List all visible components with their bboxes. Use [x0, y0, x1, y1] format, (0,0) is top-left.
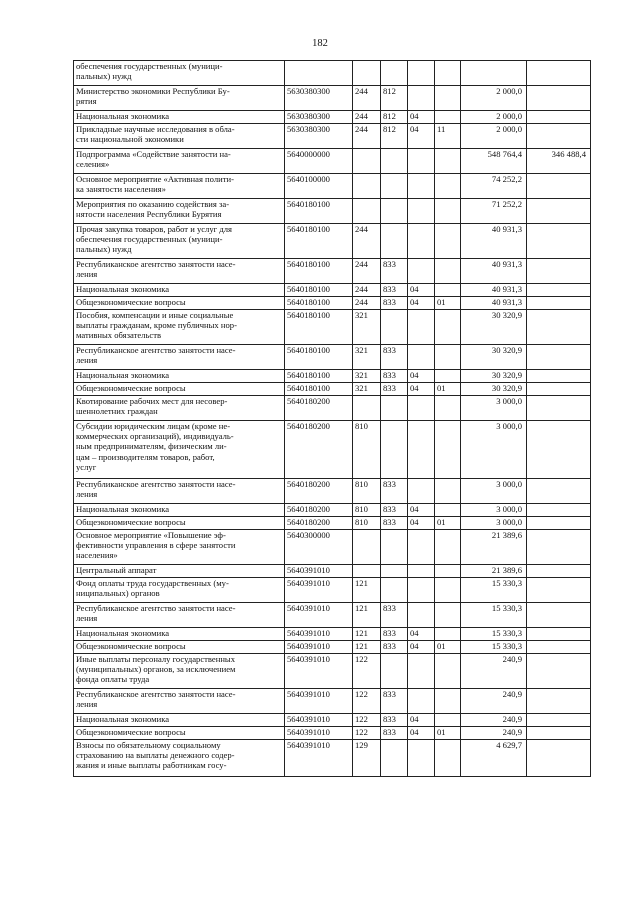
row-name-cell: Прикладные научные исследования в обла- сти национальной экономики [74, 124, 285, 149]
row-amount-cell: 15 330,3 [461, 641, 527, 654]
row-administrator-cell [381, 310, 408, 345]
row-expense-type-cell: 321 [353, 370, 381, 383]
row-subsection-cell [435, 714, 461, 727]
row-name-cell: Общеэкономические вопросы [74, 517, 285, 530]
row-amount-federal-cell [527, 345, 591, 370]
table-row [74, 310, 591, 345]
row-amount-federal-cell [527, 86, 591, 111]
row-administrator-cell: 833 [381, 603, 408, 628]
budget-table [73, 60, 591, 777]
row-section-cell: 04 [408, 284, 435, 297]
row-amount-federal-cell [527, 224, 591, 259]
row-amount-cell: 40 931,3 [461, 284, 527, 297]
row-target-article-cell: 5640180100 [285, 345, 353, 370]
row-name-cell: Республиканское агентство занятости насе- ления [74, 479, 285, 504]
row-target-article-cell: 5640180100 [285, 199, 353, 224]
row-section-cell: 04 [408, 370, 435, 383]
row-name-cell: Иные выплаты персоналу государственных (муниципальных) органов, за исключением фонда оплаты труда [74, 654, 285, 689]
row-target-article-cell: 5640180100 [285, 370, 353, 383]
row-expense-type-cell: 810 [353, 517, 381, 530]
row-expense-type-cell [353, 199, 381, 224]
row-administrator-cell [381, 396, 408, 421]
row-target-article-cell: 5640391010 [285, 740, 353, 777]
row-administrator-cell [381, 224, 408, 259]
row-amount-federal-cell [527, 383, 591, 396]
row-subsection-cell [435, 578, 461, 603]
row-amount-federal-cell [527, 727, 591, 740]
row-name-cell: Прочая закупка товаров, работ и услуг для обеспечения государственных (муници- пальных) нужд [74, 224, 285, 259]
row-name-cell: Взносы по обязательному социальному страхованию на выплаты денежного содер- жания и иные выплаты работникам госу- [74, 740, 285, 777]
row-section-cell [408, 654, 435, 689]
table-row [74, 517, 591, 530]
row-section-cell: 04 [408, 641, 435, 654]
row-target-article-cell: 5640180100 [285, 383, 353, 396]
row-amount-federal-cell [527, 628, 591, 641]
table-row [74, 578, 591, 603]
row-amount-federal-cell [527, 504, 591, 517]
row-section-cell: 04 [408, 383, 435, 396]
row-target-article-cell: 5640391010 [285, 727, 353, 740]
row-subsection-cell [435, 149, 461, 174]
row-name-cell: Национальная экономика [74, 504, 285, 517]
row-target-article-cell: 5640180200 [285, 517, 353, 530]
row-amount-federal-cell [527, 370, 591, 383]
row-expense-type-cell: 244 [353, 297, 381, 310]
row-subsection-cell [435, 628, 461, 641]
row-amount-federal-cell [527, 259, 591, 284]
row-subsection-cell [435, 199, 461, 224]
row-expense-type-cell: 321 [353, 310, 381, 345]
row-administrator-cell: 812 [381, 86, 408, 111]
row-amount-cell: 3 000,0 [461, 396, 527, 421]
row-amount-cell: 71 252,2 [461, 199, 527, 224]
row-expense-type-cell: 244 [353, 284, 381, 297]
row-administrator-cell: 833 [381, 641, 408, 654]
row-administrator-cell: 812 [381, 124, 408, 149]
row-amount-cell: 40 931,3 [461, 224, 527, 259]
row-name-cell: Пособия, компенсации и иные социальные выплаты гражданам, кроме публичных нор- мативных обязательств [74, 310, 285, 345]
row-name-cell: Центральный аппарат [74, 565, 285, 578]
table-row [74, 345, 591, 370]
row-target-article-cell: 5640391010 [285, 654, 353, 689]
row-subsection-cell [435, 396, 461, 421]
row-target-article-cell: 5630380300 [285, 86, 353, 111]
row-amount-cell: 40 931,3 [461, 259, 527, 284]
table-row [74, 383, 591, 396]
table-row [74, 111, 591, 124]
row-section-cell [408, 149, 435, 174]
row-administrator-cell: 833 [381, 383, 408, 396]
row-administrator-cell [381, 578, 408, 603]
row-subsection-cell: 01 [435, 641, 461, 654]
row-amount-cell: 30 320,9 [461, 370, 527, 383]
row-target-article-cell: 5640391010 [285, 565, 353, 578]
row-amount-cell: 74 252,2 [461, 174, 527, 199]
row-expense-type-cell: 122 [353, 727, 381, 740]
row-amount-cell: 40 931,3 [461, 297, 527, 310]
row-name-cell: Квотирование рабочих мест для несовер- шеннолетних граждан [74, 396, 285, 421]
row-subsection-cell [435, 504, 461, 517]
row-amount-federal-cell [527, 284, 591, 297]
row-target-article-cell: 5640180100 [285, 259, 353, 284]
row-target-article-cell: 5640180200 [285, 396, 353, 421]
row-target-article-cell: 5640180100 [285, 310, 353, 345]
row-target-article-cell: 5640391010 [285, 578, 353, 603]
row-amount-federal-cell [527, 641, 591, 654]
row-section-cell: 04 [408, 124, 435, 149]
row-expense-type-cell: 244 [353, 111, 381, 124]
row-amount-cell: 30 320,9 [461, 383, 527, 396]
row-subsection-cell: 01 [435, 383, 461, 396]
row-amount-federal-cell [527, 396, 591, 421]
row-amount-cell: 2 000,0 [461, 124, 527, 149]
budget-table-body [74, 61, 591, 777]
row-section-cell: 04 [408, 628, 435, 641]
table-row [74, 124, 591, 149]
row-target-article-cell [285, 61, 353, 86]
table-row [74, 284, 591, 297]
row-name-cell: Основное мероприятие «Активная полити- ка занятости населения» [74, 174, 285, 199]
row-amount-cell: 3 000,0 [461, 479, 527, 504]
table-row [74, 61, 591, 86]
row-target-article-cell: 5640180100 [285, 284, 353, 297]
row-administrator-cell [381, 565, 408, 578]
row-subsection-cell [435, 310, 461, 345]
row-amount-cell: 3 000,0 [461, 517, 527, 530]
row-target-article-cell: 5640391010 [285, 689, 353, 714]
row-name-cell: Республиканское агентство занятости насе- ления [74, 345, 285, 370]
row-target-article-cell: 5630380300 [285, 111, 353, 124]
row-section-cell [408, 565, 435, 578]
table-row [74, 396, 591, 421]
row-target-article-cell: 5640100000 [285, 174, 353, 199]
row-amount-federal-cell [527, 517, 591, 530]
row-subsection-cell [435, 479, 461, 504]
row-expense-type-cell [353, 565, 381, 578]
row-amount-federal-cell [527, 310, 591, 345]
row-subsection-cell: 01 [435, 297, 461, 310]
row-expense-type-cell: 121 [353, 641, 381, 654]
row-administrator-cell: 833 [381, 284, 408, 297]
row-subsection-cell [435, 654, 461, 689]
row-amount-cell: 548 764,4 [461, 149, 527, 174]
row-expense-type-cell: 122 [353, 689, 381, 714]
row-amount-federal-cell [527, 174, 591, 199]
row-administrator-cell [381, 61, 408, 86]
row-target-article-cell: 5640391010 [285, 603, 353, 628]
row-section-cell [408, 689, 435, 714]
row-subsection-cell [435, 740, 461, 777]
row-section-cell: 04 [408, 111, 435, 124]
row-section-cell [408, 345, 435, 370]
row-target-article-cell: 5640180100 [285, 224, 353, 259]
row-name-cell: Республиканское агентство занятости насе- ления [74, 259, 285, 284]
row-amount-federal-cell [527, 111, 591, 124]
row-administrator-cell: 833 [381, 297, 408, 310]
row-amount-federal-cell [527, 530, 591, 565]
row-section-cell [408, 86, 435, 111]
row-subsection-cell: 01 [435, 517, 461, 530]
row-expense-type-cell: 810 [353, 479, 381, 504]
row-administrator-cell: 833 [381, 727, 408, 740]
page-number: 182 [312, 38, 328, 49]
row-name-cell: Национальная экономика [74, 370, 285, 383]
row-subsection-cell [435, 174, 461, 199]
row-section-cell [408, 479, 435, 504]
row-target-article-cell: 5640180200 [285, 421, 353, 479]
row-subsection-cell [435, 284, 461, 297]
row-amount-cell: 30 320,9 [461, 345, 527, 370]
row-amount-federal-cell [527, 714, 591, 727]
row-expense-type-cell [353, 174, 381, 199]
row-subsection-cell [435, 345, 461, 370]
table-row [74, 603, 591, 628]
row-section-cell: 04 [408, 714, 435, 727]
table-row [74, 530, 591, 565]
row-amount-cell: 21 389,6 [461, 565, 527, 578]
row-target-article-cell: 5640180200 [285, 479, 353, 504]
row-expense-type-cell [353, 149, 381, 174]
row-amount-federal-cell [527, 479, 591, 504]
row-administrator-cell: 833 [381, 517, 408, 530]
row-amount-federal-cell [527, 199, 591, 224]
row-target-article-cell: 5640391010 [285, 641, 353, 654]
row-section-cell [408, 603, 435, 628]
row-expense-type-cell [353, 530, 381, 565]
row-expense-type-cell: 244 [353, 86, 381, 111]
row-section-cell [408, 61, 435, 86]
table-row [74, 628, 591, 641]
row-administrator-cell [381, 740, 408, 777]
row-section-cell [408, 224, 435, 259]
row-administrator-cell [381, 530, 408, 565]
row-administrator-cell: 833 [381, 714, 408, 727]
row-expense-type-cell: 244 [353, 124, 381, 149]
row-amount-cell: 240,9 [461, 654, 527, 689]
row-section-cell [408, 310, 435, 345]
row-section-cell [408, 199, 435, 224]
row-amount-federal-cell: 346 488,4 [527, 149, 591, 174]
table-row [74, 740, 591, 777]
row-subsection-cell [435, 530, 461, 565]
row-amount-federal-cell [527, 297, 591, 310]
row-section-cell [408, 578, 435, 603]
row-amount-cell: 30 320,9 [461, 310, 527, 345]
row-section-cell: 04 [408, 504, 435, 517]
row-name-cell: Министерство экономики Республики Бу- рятия [74, 86, 285, 111]
row-expense-type-cell: 122 [353, 654, 381, 689]
row-section-cell: 04 [408, 727, 435, 740]
row-target-article-cell: 5630380300 [285, 124, 353, 149]
row-target-article-cell: 5640000000 [285, 149, 353, 174]
row-subsection-cell: 01 [435, 727, 461, 740]
row-name-cell: Общеэкономические вопросы [74, 727, 285, 740]
row-section-cell [408, 259, 435, 284]
table-row [74, 174, 591, 199]
row-administrator-cell: 812 [381, 111, 408, 124]
row-administrator-cell: 833 [381, 259, 408, 284]
table-row [74, 689, 591, 714]
row-target-article-cell: 5640300000 [285, 530, 353, 565]
row-administrator-cell [381, 149, 408, 174]
row-administrator-cell: 833 [381, 689, 408, 714]
row-amount-federal-cell [527, 421, 591, 479]
table-row [74, 199, 591, 224]
row-name-cell: Общеэкономические вопросы [74, 383, 285, 396]
row-expense-type-cell: 810 [353, 421, 381, 479]
row-amount-cell: 2 000,0 [461, 111, 527, 124]
row-target-article-cell: 5640180100 [285, 297, 353, 310]
row-name-cell: Мероприятия по оказанию содействия за- нятости населения Республики Бурятия [74, 199, 285, 224]
row-expense-type-cell: 121 [353, 628, 381, 641]
table-row [74, 727, 591, 740]
table-row [74, 504, 591, 517]
row-target-article-cell: 5640180200 [285, 504, 353, 517]
row-expense-type-cell: 129 [353, 740, 381, 777]
row-expense-type-cell: 321 [353, 383, 381, 396]
row-amount-cell: 15 330,3 [461, 578, 527, 603]
row-administrator-cell: 833 [381, 345, 408, 370]
row-expense-type-cell [353, 61, 381, 86]
row-name-cell: Национальная экономика [74, 111, 285, 124]
row-amount-federal-cell [527, 740, 591, 777]
row-expense-type-cell [353, 396, 381, 421]
table-row [74, 224, 591, 259]
row-amount-federal-cell [527, 654, 591, 689]
row-administrator-cell [381, 174, 408, 199]
row-target-article-cell: 5640391010 [285, 628, 353, 641]
row-section-cell [408, 530, 435, 565]
row-subsection-cell [435, 111, 461, 124]
table-row [74, 714, 591, 727]
row-amount-federal-cell [527, 603, 591, 628]
row-amount-cell: 15 330,3 [461, 628, 527, 641]
row-administrator-cell: 833 [381, 628, 408, 641]
table-row [74, 421, 591, 479]
row-target-article-cell: 5640391010 [285, 714, 353, 727]
row-subsection-cell: 11 [435, 124, 461, 149]
row-administrator-cell [381, 421, 408, 479]
row-subsection-cell [435, 689, 461, 714]
row-amount-cell: 240,9 [461, 689, 527, 714]
row-section-cell: 04 [408, 297, 435, 310]
row-amount-cell: 240,9 [461, 714, 527, 727]
row-amount-cell: 3 000,0 [461, 504, 527, 517]
row-amount-federal-cell [527, 689, 591, 714]
row-amount-cell: 240,9 [461, 727, 527, 740]
row-name-cell: Республиканское агентство занятости насе- ления [74, 689, 285, 714]
row-administrator-cell: 833 [381, 370, 408, 383]
row-name-cell: Общеэкономические вопросы [74, 641, 285, 654]
row-subsection-cell [435, 603, 461, 628]
row-subsection-cell [435, 259, 461, 284]
row-expense-type-cell: 244 [353, 224, 381, 259]
row-amount-cell: 3 000,0 [461, 421, 527, 479]
table-row [74, 259, 591, 284]
row-administrator-cell: 833 [381, 504, 408, 517]
row-section-cell [408, 174, 435, 199]
row-amount-federal-cell [527, 124, 591, 149]
row-expense-type-cell: 121 [353, 603, 381, 628]
row-section-cell [408, 396, 435, 421]
row-expense-type-cell: 810 [353, 504, 381, 517]
row-administrator-cell [381, 654, 408, 689]
row-administrator-cell [381, 199, 408, 224]
row-expense-type-cell: 244 [353, 259, 381, 284]
row-amount-cell [461, 61, 527, 86]
table-row [74, 565, 591, 578]
row-name-cell: Фонд оплаты труда государственных (му- ниципальных) органов [74, 578, 285, 603]
row-section-cell: 04 [408, 517, 435, 530]
row-administrator-cell: 833 [381, 479, 408, 504]
row-amount-federal-cell [527, 578, 591, 603]
row-subsection-cell [435, 421, 461, 479]
row-subsection-cell [435, 370, 461, 383]
row-subsection-cell [435, 86, 461, 111]
row-subsection-cell [435, 61, 461, 86]
row-amount-cell: 2 000,0 [461, 86, 527, 111]
row-amount-federal-cell [527, 565, 591, 578]
row-name-cell: Национальная экономика [74, 628, 285, 641]
table-row [74, 86, 591, 111]
table-row [74, 149, 591, 174]
row-name-cell: Субсидии юридическим лицам (кроме не- коммерческих организаций), индивидуаль- ным предпринимателям, физическим ли- цам – производителям товаров, работ, услуг [74, 421, 285, 479]
row-name-cell: Общеэкономические вопросы [74, 297, 285, 310]
row-section-cell [408, 740, 435, 777]
row-expense-type-cell: 121 [353, 578, 381, 603]
row-subsection-cell [435, 565, 461, 578]
row-amount-cell: 15 330,3 [461, 603, 527, 628]
row-amount-cell: 21 389,6 [461, 530, 527, 565]
row-subsection-cell [435, 224, 461, 259]
row-section-cell [408, 421, 435, 479]
table-row [74, 479, 591, 504]
table-row [74, 297, 591, 310]
row-name-cell: Подпрограмма «Содействие занятости на- селения» [74, 149, 285, 174]
row-name-cell: обеспечения государственных (муници- пальных) нужд [74, 61, 285, 86]
row-expense-type-cell: 321 [353, 345, 381, 370]
table-row [74, 641, 591, 654]
table-row [74, 370, 591, 383]
row-amount-cell: 4 629,7 [461, 740, 527, 777]
row-name-cell: Национальная экономика [74, 284, 285, 297]
row-expense-type-cell: 122 [353, 714, 381, 727]
row-name-cell: Республиканское агентство занятости насе- ления [74, 603, 285, 628]
table-row [74, 654, 591, 689]
row-name-cell: Основное мероприятие «Повышение эф- фективности управления в сфере занятости населения» [74, 530, 285, 565]
row-name-cell: Национальная экономика [74, 714, 285, 727]
row-amount-federal-cell [527, 61, 591, 86]
